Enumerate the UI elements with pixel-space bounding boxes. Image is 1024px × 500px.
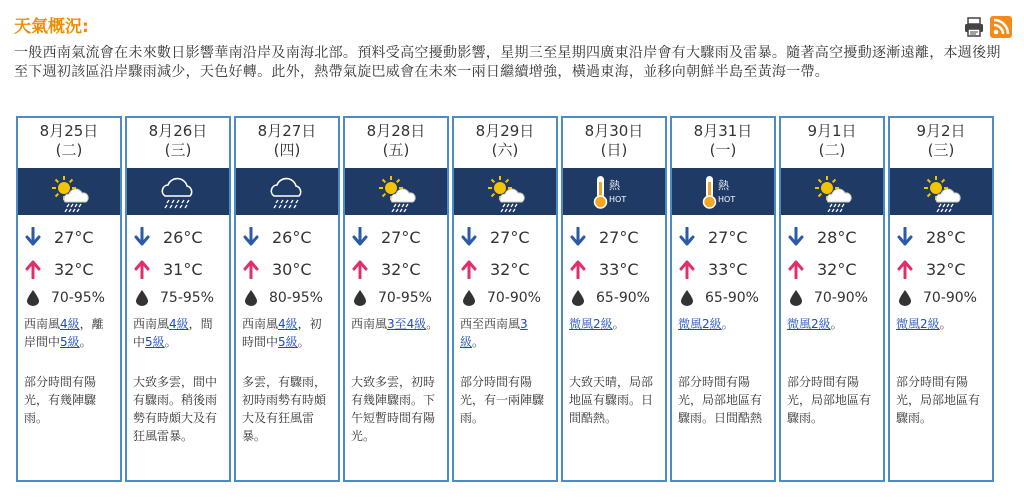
humidity-row xyxy=(781,285,883,311)
date-label: 9月1日 xyxy=(807,122,857,140)
max-temp: 33°C xyxy=(599,259,639,279)
weather-summary: 一般西南氣流會在未來數日影響華南沿岸及南海北部。預料受高空擾動影響，星期三至星期四廣東沿岸會有大驟雨及雷暴。隨著高空擾動逐漸遠離，本週後期至下週初該區沿岸驟雨減少，天色好轉。此外，熱帶氣旋巴威會在未來一兩日繼續增強，橫過東海，並移向朝鮮半島至黃海一帶。 xyxy=(14,45,1001,80)
humidity-icon xyxy=(572,290,584,306)
forecast-day xyxy=(234,116,340,482)
max-temp: 31°C xyxy=(163,259,203,279)
weather-icon-band xyxy=(345,168,447,215)
wind-text-part: 西南風 xyxy=(133,317,170,331)
humidity-icon xyxy=(681,290,693,306)
max-temp-arrow-icon xyxy=(133,259,151,279)
humidity-row xyxy=(345,285,447,311)
date-label: 8月27日 xyxy=(257,122,317,140)
humidity: 70-90% xyxy=(814,290,868,306)
sunny-periods-showers-icon xyxy=(46,172,92,212)
humidity-icon xyxy=(27,290,39,306)
forecast-date xyxy=(563,118,665,168)
min-temp: 28°C xyxy=(926,227,966,247)
showers-icon xyxy=(155,172,201,212)
weather-icon-band xyxy=(454,168,556,215)
wind-text xyxy=(454,311,556,355)
weekday-label: (二) xyxy=(818,141,846,159)
weather-icon-band xyxy=(563,168,665,215)
weekday-label: (三) xyxy=(927,141,955,159)
max-temp-row xyxy=(672,253,774,285)
humidity-row xyxy=(18,285,120,311)
max-temp-row xyxy=(127,253,229,285)
forecast-description: 部分時間有陽光，有一兩陣驟雨。 xyxy=(460,375,545,425)
weekday-label: (一) xyxy=(709,141,737,159)
min-temp: 26°C xyxy=(163,227,203,247)
svg-text:HOT: HOT xyxy=(718,194,736,204)
weather-icon-band xyxy=(127,168,229,215)
min-temp: 27°C xyxy=(54,227,94,247)
min-temp: 28°C xyxy=(817,227,857,247)
weekday-label: (五) xyxy=(382,141,410,159)
humidity: 70-90% xyxy=(487,290,541,306)
max-temp-arrow-icon xyxy=(896,259,914,279)
wind-text-part: ，離岸間中 xyxy=(24,317,104,349)
forecast-date xyxy=(236,118,338,168)
very-hot-icon xyxy=(700,172,746,212)
max-temp: 30°C xyxy=(272,259,312,279)
forecast-day xyxy=(343,116,449,482)
max-temp: 32°C xyxy=(926,259,966,279)
wind-scale-link[interactable]: 5級 xyxy=(278,335,298,349)
wind-text-part: 。 xyxy=(164,335,177,349)
svg-text:HOT: HOT xyxy=(609,194,627,204)
wind-text-part: 。 xyxy=(426,317,439,331)
humidity-row xyxy=(890,285,992,311)
wind-text-part: ，間中 xyxy=(133,317,213,349)
wind-scale-link[interactable]: 5級 xyxy=(145,335,165,349)
forecast-day xyxy=(888,116,994,482)
forecast-description: 部分時間有陽光，局部地區有驟雨。日間酷熱 xyxy=(678,375,763,425)
humidity: 75-95% xyxy=(160,290,214,306)
max-temp: 32°C xyxy=(490,259,530,279)
forecast-day xyxy=(125,116,231,482)
max-temp-arrow-icon xyxy=(242,259,260,279)
sunny-intervals-showers-icon xyxy=(373,172,419,212)
min-temp-arrow-icon xyxy=(787,227,805,247)
min-temp-row xyxy=(345,221,447,253)
min-temp-row xyxy=(454,221,556,253)
weekday-label: (二) xyxy=(55,141,83,159)
wind-text-part: 西南風 xyxy=(242,317,279,331)
min-temp: 27°C xyxy=(708,227,748,247)
wind-text-part: 。 xyxy=(472,335,485,349)
weekday-label: (六) xyxy=(491,141,519,159)
date-label: 8月29日 xyxy=(475,122,535,140)
weather-icon-band xyxy=(18,168,120,215)
max-temp-row xyxy=(454,253,556,285)
humidity: 80-95% xyxy=(269,290,323,306)
humidity: 70-90% xyxy=(923,290,977,306)
max-temp: 33°C xyxy=(708,259,748,279)
min-temp-arrow-icon xyxy=(460,227,478,247)
min-temp-row xyxy=(672,221,774,253)
min-temp: 27°C xyxy=(381,227,421,247)
humidity-row xyxy=(127,285,229,311)
date-label: 8月26日 xyxy=(148,122,208,140)
max-temp-arrow-icon xyxy=(24,259,42,279)
printer-icon[interactable] xyxy=(963,16,985,38)
svg-text:熱: 熱 xyxy=(609,178,620,192)
min-temp: 26°C xyxy=(272,227,312,247)
forecast-description: 部分時間有陽光，局部地區有驟雨。 xyxy=(787,375,872,425)
weekday-label: (四) xyxy=(273,141,301,159)
humidity-icon xyxy=(136,290,148,306)
forecast-description: 大致多雲，初時有幾陣驟雨。下午短暫時間有陽光。 xyxy=(351,375,436,443)
wind-text xyxy=(781,311,883,355)
forecast-description: 多雲，有驟雨，初時雨勢有時頗大及有狂風雷暴。 xyxy=(242,375,327,443)
forecast-description: 部分時間有陽光，局部地區有驟雨。 xyxy=(896,375,981,425)
humidity: 65-90% xyxy=(705,290,759,306)
forecast-date xyxy=(672,118,774,168)
showers-icon xyxy=(264,172,310,212)
date-label: 8月30日 xyxy=(584,122,644,140)
weather-icon-band xyxy=(236,168,338,215)
toolbar xyxy=(963,16,1012,38)
forecast-date xyxy=(454,118,556,168)
sunny-periods-showers-icon xyxy=(482,172,528,212)
max-temp-arrow-icon xyxy=(351,259,369,279)
forecast-date xyxy=(890,118,992,168)
min-temp-row xyxy=(890,221,992,253)
forecast-description: 大致多雲，間中有驟雨。稍後雨勢有時頗大及有狂風雷暴。 xyxy=(133,375,218,443)
min-temp-arrow-icon xyxy=(133,227,151,247)
max-temp-row xyxy=(890,253,992,285)
weather-icon-band xyxy=(781,168,883,215)
max-temp-row xyxy=(781,253,883,285)
max-temp-arrow-icon xyxy=(569,259,587,279)
forecast-day xyxy=(561,116,667,482)
min-temp-arrow-icon xyxy=(24,227,42,247)
min-temp-row xyxy=(18,221,120,253)
forecast-date xyxy=(18,118,120,168)
max-temp-row xyxy=(563,253,665,285)
wind-text xyxy=(127,311,229,355)
min-temp-row xyxy=(781,221,883,253)
forecast-date xyxy=(345,118,447,168)
wind-scale-link[interactable]: 微風2級 xyxy=(787,317,831,331)
date-label: 8月28日 xyxy=(366,122,426,140)
humidity-icon xyxy=(245,290,257,306)
humidity-icon xyxy=(899,290,911,306)
date-label: 8月25日 xyxy=(39,122,99,140)
wind-text xyxy=(345,311,447,355)
humidity-icon xyxy=(463,290,475,306)
weekday-label: (日) xyxy=(600,141,628,159)
wind-text-part: 西南風 xyxy=(24,317,61,331)
wind-scale-link[interactable]: 微風2級 xyxy=(896,317,940,331)
wind-text xyxy=(890,311,992,355)
humidity-row xyxy=(236,285,338,311)
max-temp: 32°C xyxy=(817,259,857,279)
sunny-periods-showers-icon xyxy=(918,172,964,212)
date-label: 9月2日 xyxy=(916,122,966,140)
date-label: 8月31日 xyxy=(693,122,753,140)
wind-text-part: 西南風 xyxy=(351,317,388,331)
humidity: 70-95% xyxy=(51,290,105,306)
wind-text xyxy=(236,311,338,355)
max-temp-row xyxy=(345,253,447,285)
forecast-date xyxy=(127,118,229,168)
section-title: 天氣概況: xyxy=(14,17,89,37)
forecast-day xyxy=(670,116,776,482)
forecast-description: 大致天晴，局部地區有驟雨。日間酷熱。 xyxy=(569,375,654,425)
wind-text-part: 。 xyxy=(612,317,625,331)
outlook-header xyxy=(14,12,1012,38)
min-temp: 27°C xyxy=(599,227,639,247)
wind-text-part: 西至西南風 xyxy=(460,317,521,331)
wind-scale-link[interactable]: 3至4級 xyxy=(387,317,427,331)
wind-scale-link[interactable]: 4級 xyxy=(169,317,189,331)
wind-text-part: ，初時間中 xyxy=(242,317,322,349)
wind-scale-link[interactable]: 微風2級 xyxy=(569,317,613,331)
max-temp-row xyxy=(236,253,338,285)
wind-scale-link[interactable]: 微風2級 xyxy=(678,317,722,331)
min-temp-arrow-icon xyxy=(569,227,587,247)
humidity-row xyxy=(672,285,774,311)
humidity: 65-90% xyxy=(596,290,650,306)
nine-day-forecast xyxy=(16,116,994,482)
forecast-description: 部分時間有陽光，有幾陣驟雨。 xyxy=(24,375,97,425)
humidity-row xyxy=(454,285,556,311)
humidity: 70-95% xyxy=(378,290,432,306)
min-temp-arrow-icon xyxy=(242,227,260,247)
min-temp-row xyxy=(236,221,338,253)
weekday-label: (三) xyxy=(164,141,192,159)
forecast-day xyxy=(779,116,885,482)
max-temp: 32°C xyxy=(381,259,421,279)
very-hot-icon xyxy=(591,172,637,212)
wind-scale-link[interactable]: 3級 xyxy=(460,317,528,349)
humidity-row xyxy=(563,285,665,311)
wind-scale-link[interactable]: 5級 xyxy=(60,335,80,349)
wind-text-part: 。 xyxy=(297,335,310,349)
weather-icon-band xyxy=(672,168,774,215)
wind-text-part: 。 xyxy=(79,335,92,349)
min-temp-arrow-icon xyxy=(678,227,696,247)
wind-text-part: 。 xyxy=(830,317,843,331)
wind-scale-link[interactable]: 4級 xyxy=(278,317,298,331)
humidity-icon xyxy=(354,290,366,306)
max-temp: 32°C xyxy=(54,259,94,279)
max-temp-arrow-icon xyxy=(460,259,478,279)
humidity-icon xyxy=(790,290,802,306)
max-temp-arrow-icon xyxy=(678,259,696,279)
svg-text:熱: 熱 xyxy=(718,178,729,192)
max-temp-arrow-icon xyxy=(787,259,805,279)
forecast-day xyxy=(452,116,558,482)
wind-text-part: 。 xyxy=(721,317,734,331)
forecast-date xyxy=(781,118,883,168)
wind-text-part: 。 xyxy=(939,317,952,331)
sunny-periods-showers-icon xyxy=(809,172,855,212)
wind-text xyxy=(18,311,120,355)
min-temp-row xyxy=(127,221,229,253)
wind-text xyxy=(563,311,665,355)
min-temp: 27°C xyxy=(490,227,530,247)
min-temp-row xyxy=(563,221,665,253)
min-temp-arrow-icon xyxy=(896,227,914,247)
rss-icon[interactable] xyxy=(990,16,1012,38)
forecast-day xyxy=(16,116,122,482)
weather-icon-band xyxy=(890,168,992,215)
wind-scale-link[interactable]: 4級 xyxy=(60,317,80,331)
min-temp-arrow-icon xyxy=(351,227,369,247)
wind-text xyxy=(672,311,774,355)
max-temp-row xyxy=(18,253,120,285)
